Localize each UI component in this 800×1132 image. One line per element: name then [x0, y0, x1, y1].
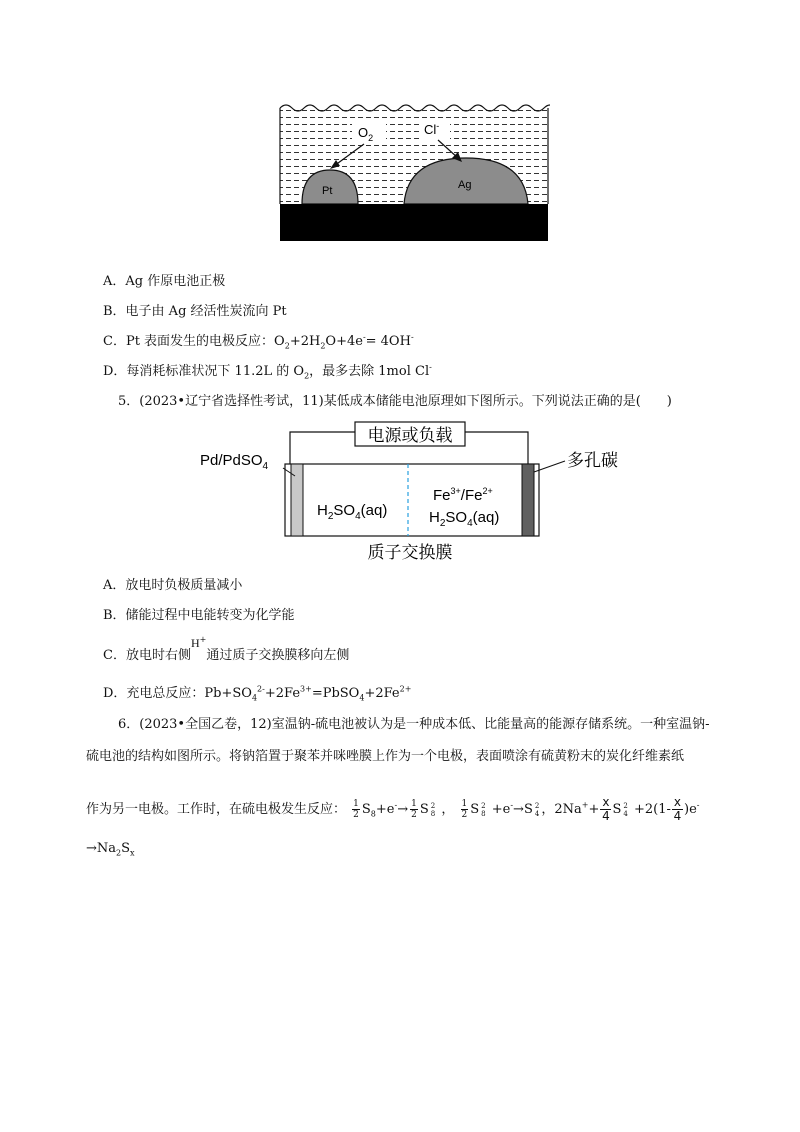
right-electrode-label: 多孔碳	[567, 451, 618, 470]
membrane-label: 质子交换膜	[367, 543, 453, 562]
q5-option-b: B．储能过程中电能转变为化学能	[103, 608, 295, 623]
ag-label: Ag	[458, 179, 472, 191]
q5-option-d: D．充电总反应：$Pb+SO_4^{2-}+2Fe^{3+}=PbSO_4+2Fe^{2+}$	[103, 684, 412, 703]
q4-option-a: A．Ag 作原电池正极	[103, 274, 226, 289]
pt-label: Pt	[322, 185, 333, 197]
q6-stem-line4: $\to Na_2S_x$	[86, 841, 135, 858]
right-solution-label: $H_2SO_4(aq)$	[429, 509, 500, 529]
o2-label: $O_2$	[358, 125, 374, 143]
q6-stem-line3: 作为另一电极。工作时，在硫电极发生反应： $\frac{1}{2}$ $S_8+e^-\to$ $\frac{1}{2}$ S 2 8 ， $\frac{1}{2}$ S 2 8 +e-→S 2 4 ，2Na++ $\frac{x}{4}$ S 2 4 +2(1- $\frac{x}{4}$ )e-	[86, 795, 700, 823]
left-solution-label: $H_2SO_4(aq)$	[317, 502, 388, 522]
cl-label: Cl-	[424, 121, 440, 137]
q5-stem: 5．(2023•辽宁省选择性考试，11)某低成本储能电池原理如下图所示。下列说法正确的是( )	[118, 394, 672, 409]
q5-battery-figure	[195, 418, 635, 566]
q4-corrosion-figure	[278, 100, 550, 242]
load-label: 电源或负载	[367, 426, 453, 445]
right-electrode	[522, 464, 534, 536]
q5-option-a: A．放电时负极质量减小	[103, 578, 243, 593]
left-electrode-label: Pd/PdSO$_4$	[200, 452, 269, 472]
q4-option-b: B．电子由 Ag 经活性炭流向 Pt	[103, 304, 287, 319]
right-ions-label: $Fe^{3+}/Fe^{2+}$	[433, 486, 493, 504]
q6-stem-line1: 6．(2023•全国乙卷，12)室温钠-硫电池被认为是一种成本低、比能量高的能源存储系统。一种室温钠-	[118, 717, 710, 732]
q4-option-d: D．每消耗标准状况下 11.2L 的 $O_2$，最多去除 1mol Cl-	[103, 362, 432, 381]
q4-option-c: C．Pt 表面发生的电极反应：$O_2+2H_2O+4e^-= 4OH^-$	[103, 332, 414, 351]
activated-carbon-base	[280, 204, 548, 241]
q6-stem-line2: 硫电池的结构如图所示。将钠箔置于聚苯并咪唑膜上作为一个电极，表面喷涂有硫黄粉末的炭化纤维素纸	[86, 749, 685, 764]
q5-option-c: C．放电时右侧H+通过质子交换膜移向左侧	[103, 634, 350, 663]
cell-body	[285, 464, 539, 536]
